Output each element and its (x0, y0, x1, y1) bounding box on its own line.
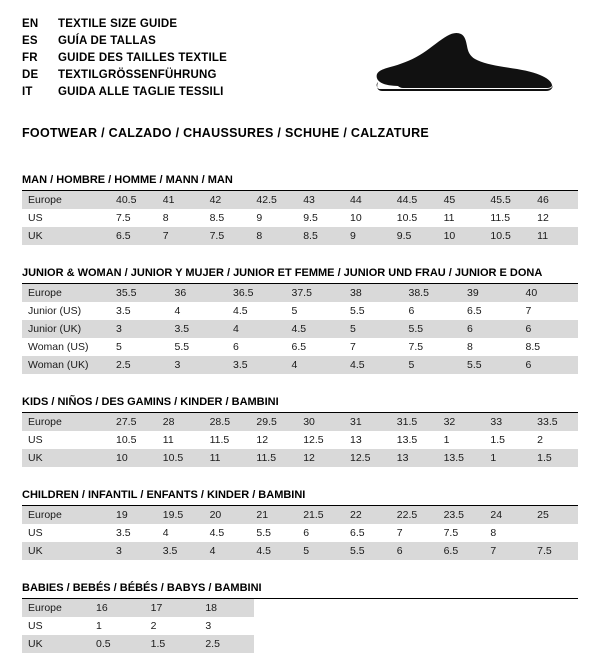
size-cell: 3.5 (110, 302, 169, 320)
row-label: US (22, 431, 110, 449)
size-cell: 9 (344, 227, 391, 245)
language-code: FR (22, 52, 38, 64)
size-cell: 4 (227, 320, 286, 338)
size-cell: 5 (344, 320, 403, 338)
size-cell: 8 (484, 524, 531, 542)
size-cell: 7 (391, 524, 438, 542)
language-code: ES (22, 35, 38, 47)
size-cell: 7.5 (110, 209, 157, 227)
size-cell: 7.5 (403, 338, 462, 356)
section-title: MAN / HOMBRE / HOMME / MANN / MAN (22, 174, 578, 191)
size-cell: 31 (344, 413, 391, 431)
size-cell: 6 (297, 524, 344, 542)
size-cell: 40 (520, 284, 579, 302)
table-row (22, 635, 254, 653)
size-cell: 8 (157, 209, 204, 227)
row-label: Woman (US) (22, 338, 110, 356)
size-cell: 30 (297, 413, 344, 431)
size-section (22, 489, 578, 560)
size-cell (531, 524, 578, 542)
size-cell: 1 (90, 617, 145, 635)
language-title: TEXTILGRÖSSENFÜHRUNG (58, 69, 217, 81)
size-cell: 7 (157, 227, 204, 245)
size-section (22, 267, 578, 374)
size-cell: 4 (157, 524, 204, 542)
language-title: TEXTILE SIZE GUIDE (58, 18, 178, 30)
language-code: DE (22, 69, 39, 81)
size-table (22, 413, 578, 467)
table-row (22, 191, 578, 209)
page-title: FOOTWEAR / CALZADO / CHAUSSURES / SCHUHE / CALZATURE (22, 126, 430, 140)
size-cell: 45.5 (484, 191, 531, 209)
section-title: KIDS / NIÑOS / DES GAMINS / KINDER / BAMBINI (22, 396, 578, 413)
size-cell: 4.5 (227, 302, 286, 320)
size-cell: 1 (484, 449, 531, 467)
size-cell: 5.5 (344, 302, 403, 320)
size-cell: 5 (403, 356, 462, 374)
row-label: Woman (UK) (22, 356, 110, 374)
size-cell: 10 (438, 227, 485, 245)
size-cell: 20 (204, 506, 251, 524)
table-row (22, 209, 578, 227)
size-cell: 2.5 (110, 356, 169, 374)
size-cell: 11 (531, 227, 578, 245)
size-cell: 4 (286, 356, 345, 374)
size-cell: 11 (204, 449, 251, 467)
size-cell: 6 (227, 338, 286, 356)
size-cell: 10 (110, 449, 157, 467)
size-cell: 9.5 (297, 209, 344, 227)
size-cell: 8 (461, 338, 520, 356)
table-row (22, 284, 578, 302)
size-cell: 3.5 (169, 320, 228, 338)
size-cell: 6.5 (286, 338, 345, 356)
row-label: Europe (22, 506, 110, 524)
size-cell: 44.5 (391, 191, 438, 209)
size-cell: 8 (250, 227, 297, 245)
table-row (22, 356, 578, 374)
dress-shoe-icon (370, 30, 560, 108)
size-cell: 43 (297, 191, 344, 209)
row-label: US (22, 209, 110, 227)
size-cell: 9.5 (391, 227, 438, 245)
size-cell: 36 (169, 284, 228, 302)
size-cell: 11.5 (204, 431, 251, 449)
size-cell: 36.5 (227, 284, 286, 302)
size-cell: 12 (297, 449, 344, 467)
size-cell: 44 (344, 191, 391, 209)
size-table (22, 284, 578, 374)
size-cell: 1.5 (531, 449, 578, 467)
table-row (22, 506, 578, 524)
size-cell: 1.5 (484, 431, 531, 449)
row-label: Junior (UK) (22, 320, 110, 338)
table-row (22, 524, 578, 542)
size-cell: 21.5 (297, 506, 344, 524)
language-title: GUIDE DES TAILLES TEXTILE (58, 52, 227, 64)
size-cell: 5 (110, 338, 169, 356)
table-row (22, 617, 254, 635)
size-cell: 6 (391, 542, 438, 560)
row-label: Europe (22, 413, 110, 431)
size-cell: 42 (204, 191, 251, 209)
size-cell: 8.5 (520, 338, 579, 356)
size-cell: 7.5 (204, 227, 251, 245)
size-cell: 3 (110, 542, 157, 560)
language-code: EN (22, 18, 39, 30)
size-cell: 10 (344, 209, 391, 227)
size-cell: 39 (461, 284, 520, 302)
size-section (22, 396, 578, 467)
size-table (22, 191, 578, 245)
size-cell: 1 (438, 431, 485, 449)
size-cell: 6.5 (438, 542, 485, 560)
size-cell: 5 (297, 542, 344, 560)
size-cell: 5.5 (250, 524, 297, 542)
size-section (22, 582, 578, 653)
size-cell: 32 (438, 413, 485, 431)
size-cell: 22 (344, 506, 391, 524)
size-cell: 5.5 (169, 338, 228, 356)
size-cell: 6.5 (110, 227, 157, 245)
table-row (22, 449, 578, 467)
size-cell: 35.5 (110, 284, 169, 302)
size-cell: 3.5 (110, 524, 157, 542)
size-cell: 6.5 (344, 524, 391, 542)
size-cell: 8.5 (297, 227, 344, 245)
size-cell: 10.5 (391, 209, 438, 227)
size-cell: 2.5 (199, 635, 254, 653)
table-row (22, 338, 578, 356)
size-cell: 10.5 (157, 449, 204, 467)
size-cell: 13 (391, 449, 438, 467)
size-cell: 11.5 (484, 209, 531, 227)
language-code: IT (22, 86, 33, 98)
size-cell: 19 (110, 506, 157, 524)
size-cell: 25 (531, 506, 578, 524)
section-title: BABIES / BEBÉS / BÉBÉS / BABYS / BAMBINI (22, 582, 578, 599)
size-cell: 7 (484, 542, 531, 560)
size-cell: 6 (520, 320, 579, 338)
size-cell: 8.5 (204, 209, 251, 227)
size-cell: 12 (531, 209, 578, 227)
size-cell: 33 (484, 413, 531, 431)
size-cell: 6 (520, 356, 579, 374)
size-cell: 11 (157, 431, 204, 449)
size-cell: 31.5 (391, 413, 438, 431)
size-cell: 2 (145, 617, 200, 635)
size-cell: 38 (344, 284, 403, 302)
size-cell: 45 (438, 191, 485, 209)
size-cell: 29.5 (250, 413, 297, 431)
size-cell: 33.5 (531, 413, 578, 431)
size-cell: 0.5 (90, 635, 145, 653)
size-cell: 7 (344, 338, 403, 356)
size-cell: 11.5 (250, 449, 297, 467)
size-cell: 12 (250, 431, 297, 449)
size-cell: 24 (484, 506, 531, 524)
size-cell: 5.5 (344, 542, 391, 560)
size-cell: 6.5 (461, 302, 520, 320)
size-cell: 2 (531, 431, 578, 449)
size-cell: 3.5 (157, 542, 204, 560)
size-cell: 10.5 (110, 431, 157, 449)
size-cell: 1.5 (145, 635, 200, 653)
size-cell: 4.5 (286, 320, 345, 338)
size-cell: 4.5 (250, 542, 297, 560)
table-row (22, 227, 578, 245)
size-cell: 22.5 (391, 506, 438, 524)
size-cell: 4 (169, 302, 228, 320)
size-table (22, 506, 578, 560)
size-cell: 7.5 (531, 542, 578, 560)
table-row (22, 599, 254, 617)
size-cell: 28.5 (204, 413, 251, 431)
size-tables (22, 174, 578, 653)
row-label: Junior (US) (22, 302, 110, 320)
size-cell: 5.5 (403, 320, 462, 338)
size-cell: 10.5 (484, 227, 531, 245)
size-cell: 21 (250, 506, 297, 524)
size-cell: 46 (531, 191, 578, 209)
table-row (22, 542, 578, 560)
size-cell: 38.5 (403, 284, 462, 302)
language-title: GUÍA DE TALLAS (58, 35, 156, 47)
row-label: Europe (22, 599, 90, 617)
size-cell: 7 (520, 302, 579, 320)
size-cell: 37.5 (286, 284, 345, 302)
size-cell: 28 (157, 413, 204, 431)
size-cell: 19.5 (157, 506, 204, 524)
size-cell: 9 (250, 209, 297, 227)
size-cell: 12.5 (344, 449, 391, 467)
table-row (22, 320, 578, 338)
row-label: UK (22, 542, 110, 560)
size-cell: 5.5 (461, 356, 520, 374)
size-cell: 40.5 (110, 191, 157, 209)
size-cell: 18 (199, 599, 254, 617)
size-cell: 4.5 (344, 356, 403, 374)
size-cell: 13.5 (391, 431, 438, 449)
row-label: Europe (22, 284, 110, 302)
size-cell: 7.5 (438, 524, 485, 542)
row-label: Europe (22, 191, 110, 209)
row-label: UK (22, 635, 90, 653)
size-cell: 13 (344, 431, 391, 449)
size-cell: 16 (90, 599, 145, 617)
size-cell: 4 (204, 542, 251, 560)
size-cell: 3 (199, 617, 254, 635)
size-cell: 3 (110, 320, 169, 338)
section-title: CHILDREN / INFANTIL / ENFANTS / KINDER / BAMBINI (22, 489, 578, 506)
size-section (22, 174, 578, 245)
row-label: UK (22, 449, 110, 467)
size-cell: 6 (403, 302, 462, 320)
size-cell: 11 (438, 209, 485, 227)
size-cell: 3 (169, 356, 228, 374)
size-cell: 6 (461, 320, 520, 338)
size-cell: 41 (157, 191, 204, 209)
size-cell: 12.5 (297, 431, 344, 449)
size-cell: 23.5 (438, 506, 485, 524)
table-row (22, 413, 578, 431)
size-cell: 42.5 (250, 191, 297, 209)
table-row (22, 302, 578, 320)
size-cell: 3.5 (227, 356, 286, 374)
size-cell: 5 (286, 302, 345, 320)
document-header (22, 16, 578, 114)
size-cell: 17 (145, 599, 200, 617)
size-cell: 13.5 (438, 449, 485, 467)
section-title: JUNIOR & WOMAN / JUNIOR Y MUJER / JUNIOR ET FEMME / JUNIOR UND FRAU / JUNIOR E DONA (22, 267, 578, 284)
size-table (22, 599, 254, 653)
table-row (22, 431, 578, 449)
size-cell: 4.5 (204, 524, 251, 542)
language-title: GUIDA ALLE TAGLIE TESSILI (58, 86, 224, 98)
row-label: US (22, 524, 110, 542)
size-cell: 27.5 (110, 413, 157, 431)
row-label: UK (22, 227, 110, 245)
row-label: US (22, 617, 90, 635)
